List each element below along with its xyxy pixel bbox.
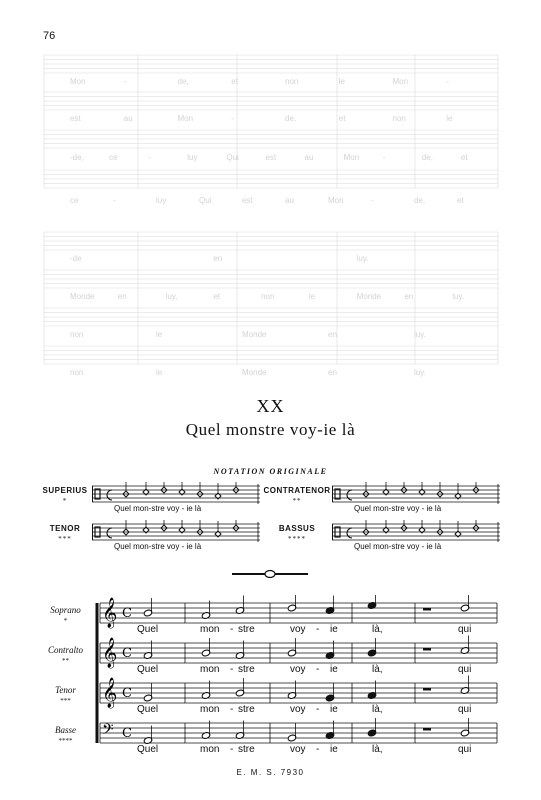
bleed-lyric: - — [113, 196, 116, 205]
bleed-lyric: luy. — [452, 292, 465, 301]
lyric-syllable: voy — [290, 664, 306, 675]
incipit-voice-name: BASSUS — [278, 524, 316, 533]
bleed-lyric: non — [261, 292, 275, 301]
bleed-lyric: Monde — [242, 368, 267, 377]
lyric-syllable: Quel — [137, 624, 159, 635]
bleed-lyric: non — [392, 114, 406, 123]
bleed-lyric: le — [156, 368, 163, 377]
part-stars: * — [63, 617, 68, 625]
bleed-lyric: luy — [156, 196, 167, 205]
bleed-lyric: et — [460, 153, 468, 162]
part-name: Soprano — [50, 605, 81, 615]
page-number: 76 — [43, 30, 56, 42]
svg-text:𝄢: 𝄢 — [102, 721, 114, 742]
svg-text:C: C — [122, 606, 132, 621]
lyric-syllable: - — [230, 624, 234, 635]
bleed-lyric: au — [304, 153, 314, 162]
bleed-lyric: - — [231, 114, 234, 123]
incipit-text: Quel mon-stre voy - ie là — [354, 542, 442, 551]
bleed-lyric: - — [446, 77, 449, 86]
bleed-lyric: ce — [109, 153, 118, 162]
bleed-lyric: au — [285, 196, 294, 205]
bleed-lyric: -de, — [70, 153, 84, 162]
bleed-lyric: -de — [70, 254, 82, 263]
part-stars: ** — [62, 657, 69, 665]
lyric-syllable: mon — [200, 664, 220, 675]
bleed-lyric: - — [371, 196, 374, 205]
part-name: Basse — [55, 725, 76, 735]
piece-number: XX — [256, 396, 285, 416]
bleed-lyric: luy, — [165, 292, 178, 301]
bleed-lyric: de, — [421, 153, 433, 162]
bleed-lyric: en — [328, 330, 337, 339]
incipit-text: Quel mon-stre voy - ie là — [114, 504, 202, 513]
bleed-lyric: est — [265, 153, 277, 162]
incipit-voice-name: SUPERIUS — [42, 486, 88, 495]
publisher-plate-number: E. M. S. 7930 — [236, 768, 305, 777]
original-notation-heading: NOTATION ORIGINALE — [213, 467, 328, 476]
bleed-lyric: au — [123, 114, 133, 123]
bleed-lyric: et — [457, 196, 464, 205]
svg-text:𝄞: 𝄞 — [102, 678, 118, 708]
incipit-voice-stars: * — [62, 497, 68, 505]
bleed-lyric: le — [338, 77, 345, 86]
bleed-lyric: de, — [414, 196, 426, 205]
incipit-text: Quel mon-stre voy - ie là — [354, 504, 442, 513]
lyric-syllable: là, — [372, 744, 383, 755]
bleed-lyric: le — [446, 114, 453, 123]
bleed-lyric: luy. — [356, 254, 369, 263]
lyric-syllable: Quel — [137, 704, 159, 715]
part-name: Contralto — [47, 645, 83, 655]
lyric-syllable: - — [230, 744, 234, 755]
lyric-syllable: - — [316, 624, 320, 635]
bleed-lyric: Qui — [226, 153, 239, 162]
bleed-lyric: de, — [285, 114, 297, 123]
svg-text:𝄞: 𝄞 — [102, 638, 118, 668]
lyric-syllable: mon — [200, 624, 220, 635]
bleed-lyric: - — [123, 77, 127, 86]
part-stars: *** — [60, 697, 71, 705]
lyric-syllable: qui — [458, 624, 472, 635]
incipit-voice-name: CONTRATENOR — [263, 486, 331, 495]
bleed-lyric: non — [70, 368, 84, 377]
bleed-lyric: luy — [187, 153, 198, 162]
incipit-voice-stars: *** — [58, 535, 72, 543]
lyric-syllable: - — [230, 704, 234, 715]
lyric-syllable: voy — [290, 624, 306, 635]
lyric-syllable: - — [316, 664, 320, 675]
bleed-lyric: et — [213, 292, 220, 301]
lyric-syllable: mon — [200, 704, 220, 715]
incipit-voice-stars: ** — [292, 497, 302, 505]
lyric-syllable: ie — [330, 664, 338, 675]
lyric-syllable: voy — [290, 704, 306, 715]
incipit-text: Quel mon-stre voy - ie là — [114, 542, 202, 551]
bleed-lyric: ce — [70, 196, 79, 205]
bleed-lyric: Mon — [177, 114, 194, 123]
lyric-syllable: stre — [238, 664, 255, 675]
bleed-lyric: Mon — [343, 153, 360, 162]
svg-text:C: C — [122, 646, 132, 661]
svg-text:C: C — [122, 686, 132, 701]
bleed-lyric: Monde — [70, 292, 95, 301]
bleed-lyric: en — [404, 292, 414, 301]
bleed-lyric: en — [213, 254, 223, 263]
bleed-lyric: non — [285, 77, 299, 86]
bleed-lyric: et — [231, 77, 238, 86]
bleed-lyric: Qui — [199, 196, 212, 205]
bleed-lyric: Monde — [356, 292, 382, 301]
svg-text:𝄞: 𝄞 — [102, 598, 118, 628]
lyric-syllable: qui — [458, 744, 472, 755]
bleed-lyric: le — [156, 330, 163, 339]
lyric-syllable: Quel — [137, 664, 159, 675]
svg-text:C: C — [122, 726, 132, 741]
part-stars: **** — [58, 737, 73, 745]
lyric-syllable: ie — [330, 744, 338, 755]
bleed-lyric: Mon — [328, 196, 344, 205]
bleed-lyric: en — [117, 292, 127, 301]
lyric-syllable: - — [316, 704, 320, 715]
incipit-voice-stars: **** — [288, 535, 306, 543]
lyric-syllable: stre — [238, 624, 255, 635]
lyric-syllable: voy — [290, 744, 306, 755]
lyric-syllable: ie — [330, 704, 338, 715]
lyric-syllable: là, — [372, 624, 383, 635]
bleed-lyric: et — [338, 114, 346, 123]
lyric-syllable: là, — [372, 704, 383, 715]
bleed-lyric: luy. — [414, 368, 426, 377]
lyric-syllable: stre — [238, 744, 255, 755]
bleed-lyric: Monde — [242, 330, 267, 339]
bleed-lyric: est — [242, 196, 253, 205]
ornament-divider — [230, 568, 310, 580]
bleed-lyric: - — [382, 153, 386, 162]
incipit-voice-name: TENOR — [49, 524, 81, 533]
lyric-syllable: - — [316, 744, 320, 755]
lyric-syllable: qui — [458, 704, 472, 715]
bleed-lyric: Mon — [392, 77, 409, 86]
lyric-syllable: là, — [372, 664, 383, 675]
lyric-syllable: qui — [458, 664, 472, 675]
part-name: Tenor — [55, 685, 76, 695]
lyric-syllable: mon — [200, 744, 220, 755]
bleed-through-area — [0, 0, 541, 390]
lyric-syllable: stre — [238, 704, 255, 715]
bleed-lyric: le — [308, 292, 316, 301]
bleed-lyric: - — [148, 153, 151, 162]
lyric-syllable: Quel — [137, 744, 159, 755]
bleed-lyric: Mon — [70, 77, 86, 86]
bleed-lyric: non — [70, 330, 84, 339]
piece-title: Quel monstre voy-ie là — [185, 420, 356, 439]
bleed-lyric: en — [328, 368, 337, 377]
lyric-syllable: ie — [330, 624, 338, 635]
lyric-syllable: - — [230, 664, 234, 675]
bleed-lyric: luy. — [414, 330, 426, 339]
bleed-lyric: est — [70, 114, 81, 123]
bleed-lyric: de, — [177, 77, 189, 86]
